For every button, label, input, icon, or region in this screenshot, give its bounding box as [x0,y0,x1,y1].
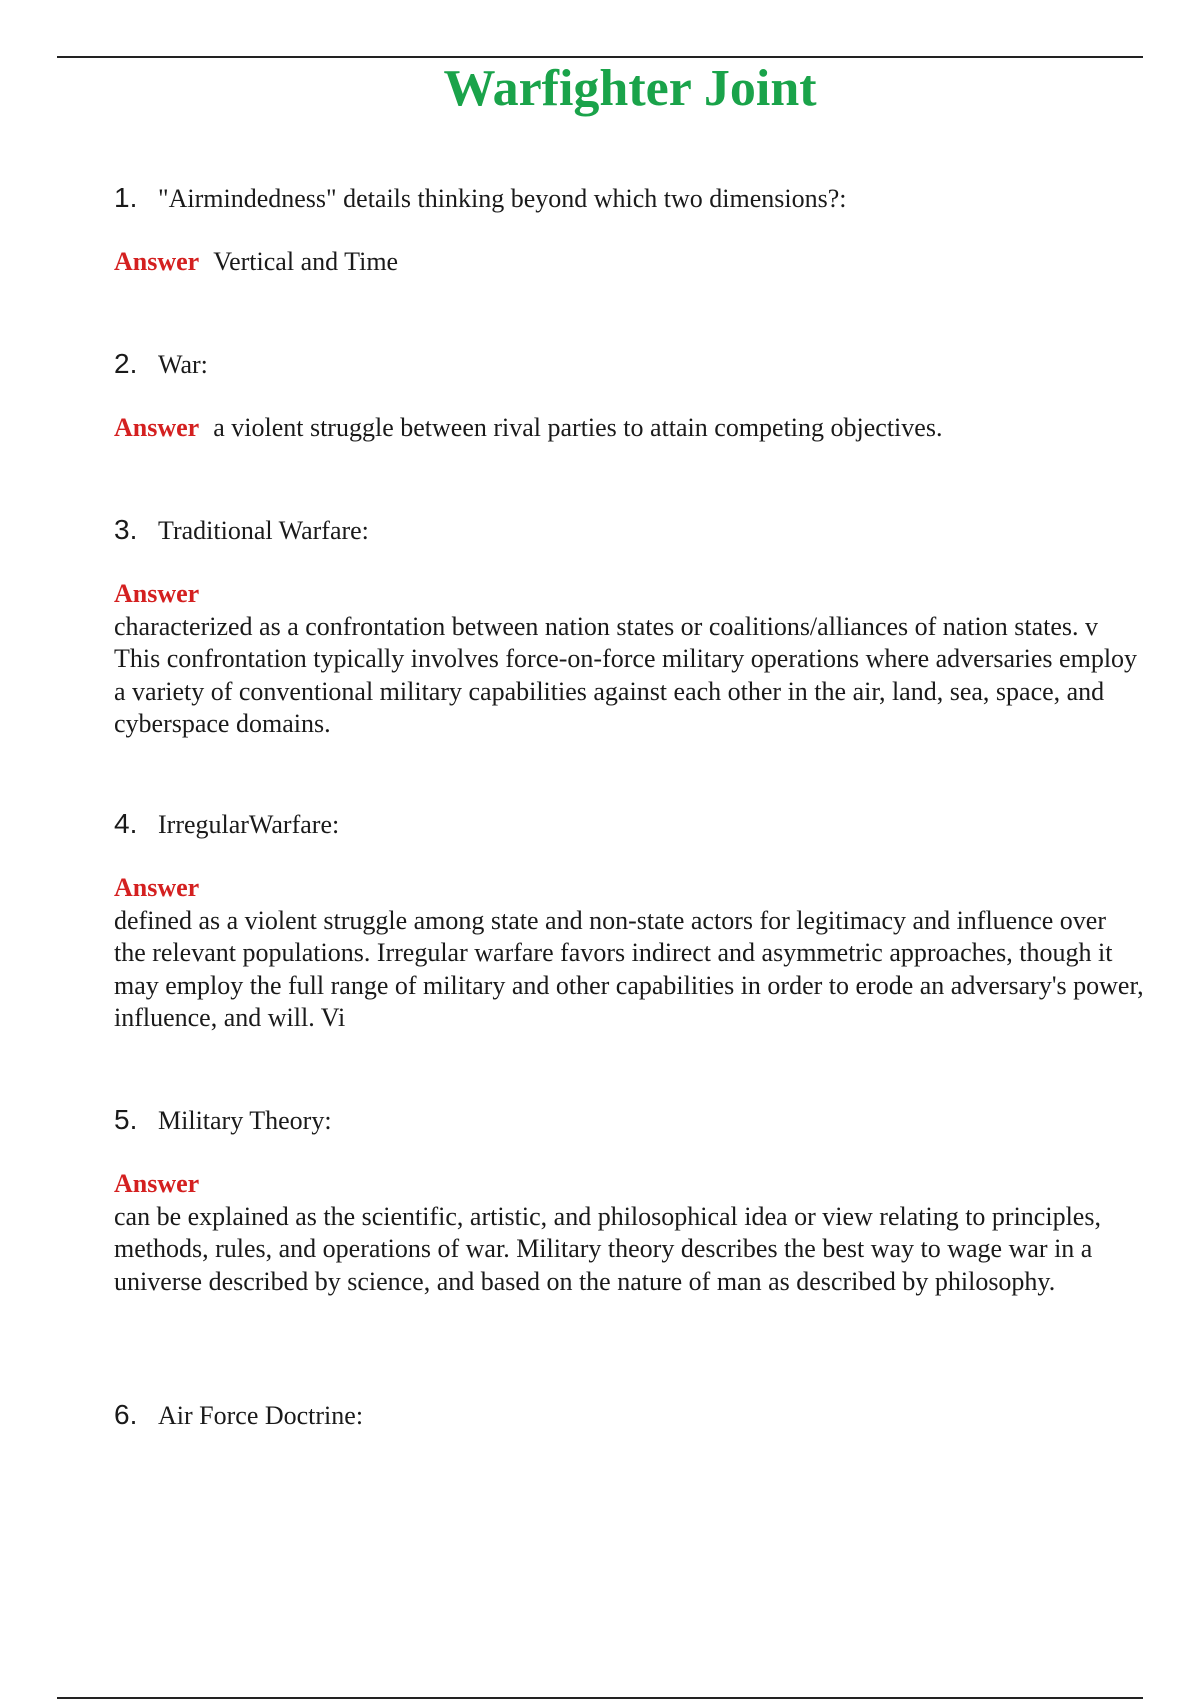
qa-item-4 [114,808,1144,1035]
qa-item-5 [114,1104,1144,1298]
answer-label: Answer [114,1169,200,1198]
question-row [114,808,1144,848]
answer-label: Answer [114,247,200,276]
question-number: 5. [114,1104,138,1135]
answer-text: defined as a violent struggle among state and non-state actors for legitimacy and influence over the relevant populations. Irregular warfare favors indirect and asymmetric approaches, though it may employ the full range of military and other capabilities in order to erode an adversary's power, influence, and will. Vi [114,905,1144,1032]
answer [114,1168,1144,1298]
question-text: Military Theory: [158,1106,332,1135]
answer-label: Answer [114,873,200,902]
qa-item-3 [114,514,1144,741]
question-number: 4. [114,808,138,839]
question-number: 1. [114,182,138,213]
answer [114,578,1144,741]
question-number: 2. [114,348,138,379]
question-text: Traditional Warfare: [158,516,369,545]
question-number: 3. [114,514,138,545]
answer [114,412,1144,445]
question-text: "Airmindedness" details thinking beyond which two dimensions?: [158,184,847,213]
answer-text: a violent struggle between rival parties to attain competing objectives. [213,413,943,442]
answer-label: Answer [114,579,200,608]
answer-text: can be explained as the scientific, artistic, and philosophical idea or view relating to principles, methods, rules, and operations of war. Military theory describes the best way to wage war in a universe described by science, and based on the nature of man as described by philosophy. [114,1201,1101,1296]
answer-text: Vertical and Time [213,247,399,276]
question-row [114,348,1144,388]
bottom-rule [57,1697,1143,1699]
question-row [114,182,1144,222]
question-number: 6. [114,1399,138,1430]
question-text: IrregularWarfare: [158,810,340,839]
question-row [114,1104,1144,1144]
answer [114,872,1144,1035]
question-row [114,1399,1144,1439]
question-row [114,514,1144,554]
document-title: Warfighter Joint [443,60,817,117]
answer [114,246,1144,279]
answer-label: Answer [114,413,200,442]
question-text: Air Force Doctrine: [158,1401,364,1430]
qa-item-1 [114,182,1144,279]
qa-item-6 [114,1399,1144,1439]
qa-item-2 [114,348,1144,445]
question-text: War: [158,350,208,379]
answer-text: characterized as a confrontation between nation states or coalitions/alliances of nation states. v This confrontation typically involves force-on-force military operations where adversaries employ a variety of conventional military capabilities against each other in the air, land, sea, space, and cyberspace domains. [114,611,1138,738]
